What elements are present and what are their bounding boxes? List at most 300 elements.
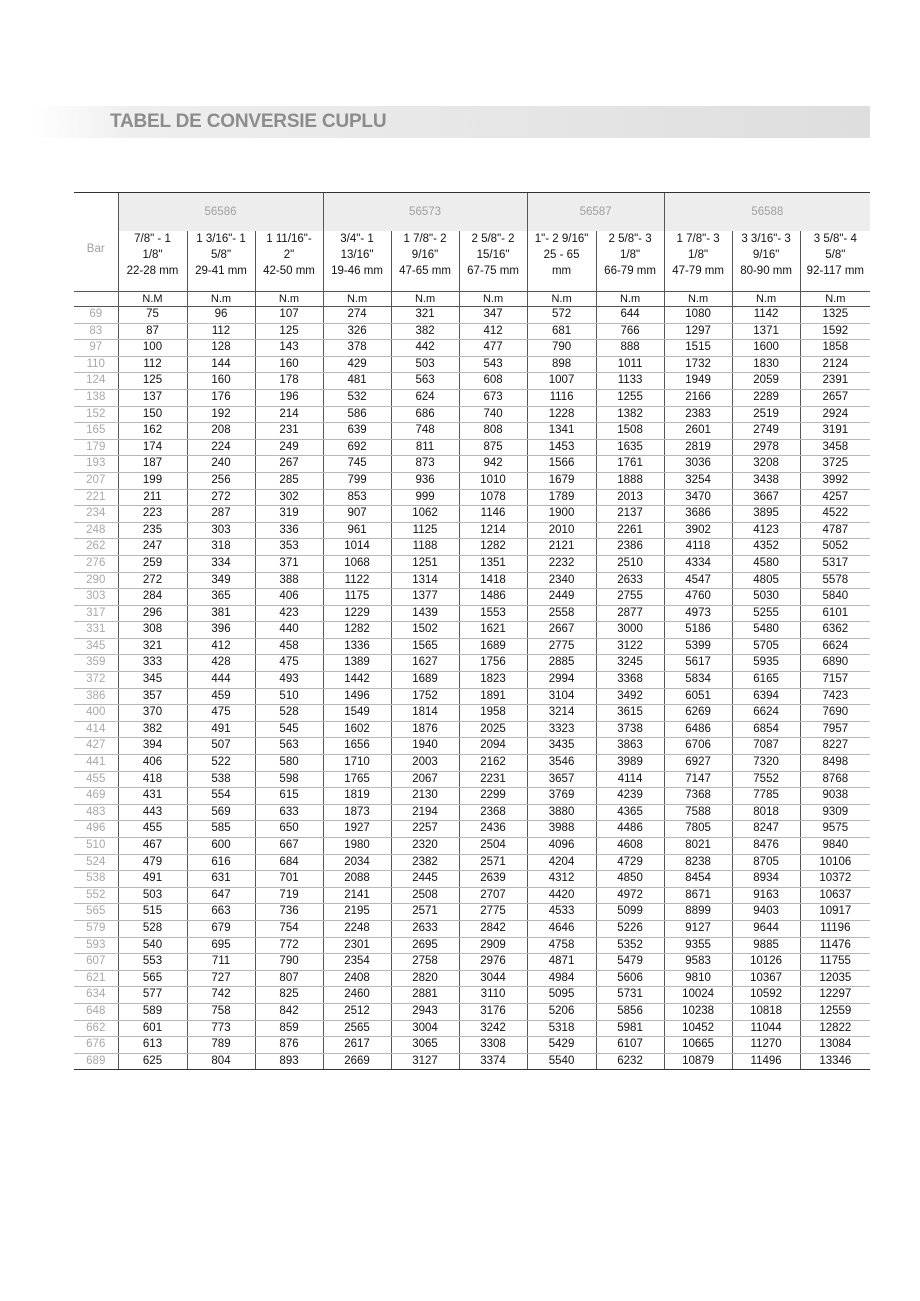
torque-value-cell: 8671 [664,887,732,904]
size-header-cell [527,231,596,292]
table-row [74,1053,870,1070]
torque-value-cell: 4984 [527,970,596,987]
torque-value-cell: 4118 [664,539,732,556]
bar-value-cell: 689 [74,1053,118,1070]
torque-value-cell: 936 [391,472,459,489]
torque-value-cell: 196 [255,389,323,406]
torque-value-cell: 10367 [732,970,800,987]
torque-value-cell: 2819 [664,439,732,456]
unit-corner-cell [74,292,118,307]
torque-value-cell: 2257 [391,821,459,838]
torque-value-cell: 423 [255,605,323,622]
torque-value-cell: 7147 [664,771,732,788]
size-inch-line: 5/8" [210,249,232,261]
torque-value-cell: 2976 [459,954,527,971]
torque-value-cell: 6362 [800,622,870,639]
torque-value-cell: 9575 [800,821,870,838]
torque-value-cell: 333 [118,655,187,672]
torque-value-cell: 3323 [527,721,596,738]
torque-value-cell: 475 [187,705,255,722]
torque-value-cell: 1486 [459,589,527,606]
torque-value-cell: 2010 [527,522,596,539]
size-inch-line: 1"- 2 9/16" [534,233,589,245]
torque-value-cell: 1602 [323,721,391,738]
torque-value-cell: 772 [255,937,323,954]
torque-value-cell: 2025 [459,721,527,738]
bar-value-cell: 97 [74,340,118,357]
torque-value-cell: 510 [255,688,323,705]
torque-value-cell: 1014 [323,539,391,556]
bar-value-cell: 207 [74,472,118,489]
torque-value-cell: 8934 [732,871,800,888]
torque-value-cell: 378 [323,340,391,357]
bar-value-cell: 579 [74,920,118,937]
torque-value-cell: 4547 [664,572,732,589]
torque-value-cell: 467 [118,838,187,855]
torque-value-cell: 9644 [732,920,800,937]
torque-value-cell: 321 [118,638,187,655]
torque-value-cell: 3769 [527,788,596,805]
torque-value-cell: 4334 [664,555,732,572]
torque-value-cell: 515 [118,904,187,921]
torque-value-cell: 4420 [527,887,596,904]
torque-value-cell: 1765 [323,771,391,788]
torque-value-cell: 5856 [596,1003,664,1020]
torque-value-cell: 1927 [323,821,391,838]
torque-value-cell: 1496 [323,688,391,705]
torque-value-cell: 11044 [732,1020,800,1037]
torque-value-cell: 11476 [800,937,870,954]
torque-value-cell: 144 [187,356,255,373]
size-inch-line: 13/16" [340,249,374,261]
table-row [74,389,870,406]
torque-value-cell: 272 [118,572,187,589]
torque-value-cell: 308 [118,622,187,639]
unit-cell: N.m [459,292,527,307]
size-inch-line: 15/16" [476,249,510,261]
torque-value-cell: 224 [187,439,255,456]
torque-value-cell: 5226 [596,920,664,937]
torque-value-cell: 811 [391,439,459,456]
table-row [74,539,870,556]
unit-cell: N.m [323,292,391,307]
table-row [74,904,870,921]
torque-value-cell: 598 [255,771,323,788]
torque-value-cell: 2368 [459,804,527,821]
bar-value-cell: 234 [74,506,118,523]
torque-value-cell: 5399 [664,638,732,655]
torque-value-cell: 4096 [527,838,596,855]
torque-value-cell: 8899 [664,904,732,921]
torque-value-cell: 5705 [732,638,800,655]
torque-value-cell: 2445 [391,871,459,888]
torque-value-cell: 1635 [596,439,664,456]
table-row [74,838,870,855]
torque-value-cell: 2248 [323,920,391,937]
size-inch-line: 5/8" [825,249,846,261]
torque-value-cell: 2449 [527,589,596,606]
unit-cell: N.m [732,292,800,307]
group-code: 56573 [323,193,527,232]
torque-value-cell: 4312 [527,871,596,888]
torque-value-cell: 7320 [732,755,800,772]
table-row [74,688,870,705]
torque-value-cell: 3104 [527,688,596,705]
torque-value-cell: 1756 [459,655,527,672]
torque-value-cell: 5935 [732,655,800,672]
torque-value-cell: 10592 [732,987,800,1004]
torque-value-cell: 1229 [323,605,391,622]
torque-value-cell: 2383 [664,406,732,423]
size-inch-line: 1/8" [142,249,163,261]
table-row [74,655,870,672]
torque-value-cell: 1080 [664,307,732,324]
torque-value-cell: 9810 [664,970,732,987]
torque-value-cell: 1251 [391,555,459,572]
torque-value-cell: 4533 [527,904,596,921]
torque-value-cell: 1592 [800,323,870,340]
bar-value-cell: 565 [74,904,118,921]
torque-value-cell: 2657 [800,389,870,406]
torque-value-cell: 9355 [664,937,732,954]
torque-value-cell: 4486 [596,821,664,838]
torque-value-cell: 2195 [323,904,391,921]
torque-value-cell: 1442 [323,672,391,689]
bar-value-cell: 152 [74,406,118,423]
torque-value-cell: 6927 [664,755,732,772]
size-inch-line: 9/16" [752,249,780,261]
torque-value-cell: 1830 [732,356,800,373]
torque-value-cell: 6706 [664,738,732,755]
bar-value-cell: 648 [74,1003,118,1020]
torque-value-cell: 357 [118,688,187,705]
torque-value-cell: 3492 [596,688,664,705]
torque-value-cell: 9403 [732,904,800,921]
torque-value-cell: 443 [118,804,187,821]
torque-value-cell: 1553 [459,605,527,622]
torque-value-cell: 259 [118,555,187,572]
bar-value-cell: 331 [74,622,118,639]
torque-value-cell: 1679 [527,472,596,489]
torque-value-cell: 532 [323,389,391,406]
bar-value-cell: 538 [74,871,118,888]
torque-value-cell: 3374 [459,1053,527,1070]
torque-value-cell: 444 [187,672,255,689]
torque-value-cell: 176 [187,389,255,406]
torque-value-cell: 1689 [459,638,527,655]
torque-value-cell: 2137 [596,506,664,523]
torque-value-cell: 580 [255,755,323,772]
torque-value-cell: 999 [391,489,459,506]
table-row [74,954,870,971]
torque-value-cell: 371 [255,555,323,572]
torque-value-cell: 382 [118,721,187,738]
torque-value-cell: 128 [187,340,255,357]
size-header-cell [732,231,800,292]
bar-value-cell: 359 [74,655,118,672]
unit-header-row [74,292,870,307]
torque-value-cell: 303 [187,522,255,539]
torque-value-cell: 2034 [323,854,391,871]
torque-value-cell: 808 [459,423,527,440]
torque-value-cell: 10818 [732,1003,800,1020]
torque-value-cell: 1761 [596,456,664,473]
unit-cell: N.m [800,292,870,307]
torque-value-cell: 12822 [800,1020,870,1037]
table-row [74,721,870,738]
table-row [74,672,870,689]
group-header-row [74,193,870,232]
size-inch-line: 25 - 65 [543,249,580,261]
torque-value-cell: 458 [255,638,323,655]
torque-value-cell: 11496 [732,1053,800,1070]
torque-value-cell: 727 [187,970,255,987]
torque-value-cell: 12559 [800,1003,870,1020]
torque-value-cell: 235 [118,522,187,539]
torque-value-cell: 554 [187,788,255,805]
torque-value-cell: 267 [255,456,323,473]
unit-cell: N.m [187,292,255,307]
torque-value-cell: 6165 [732,672,800,689]
torque-value-cell: 2340 [527,572,596,589]
torque-value-cell: 2755 [596,589,664,606]
torque-value-cell: 565 [118,970,187,987]
torque-value-cell: 287 [187,506,255,523]
table-row [74,804,870,821]
torque-value-cell: 1336 [323,638,391,655]
torque-value-cell: 825 [255,987,323,1004]
size-mm-range: 92-117 mm [806,265,864,277]
bar-value-cell: 662 [74,1020,118,1037]
torque-value-cell: 3902 [664,522,732,539]
torque-value-cell: 1819 [323,788,391,805]
torque-value-cell: 1125 [391,522,459,539]
table-row [74,887,870,904]
torque-value-cell: 326 [323,323,391,340]
table-row [74,307,870,324]
torque-value-cell: 4760 [664,589,732,606]
bar-value-cell: 262 [74,539,118,556]
torque-value-cell: 601 [118,1020,187,1037]
torque-value-cell: 2633 [391,920,459,937]
table-row [74,456,870,473]
torque-value-cell: 336 [255,522,323,539]
torque-value-cell: 12297 [800,987,870,1004]
torque-value-cell: 160 [187,373,255,390]
torque-value-cell: 572 [527,307,596,324]
size-inch-line: 1/8" [620,249,641,261]
torque-value-cell: 11196 [800,920,870,937]
table-row [74,821,870,838]
table-row [74,771,870,788]
table-row [74,373,870,390]
torque-value-cell: 543 [459,356,527,373]
torque-value-cell: 125 [118,373,187,390]
torque-value-cell: 8018 [732,804,800,821]
torque-value-cell: 455 [118,821,187,838]
size-header-cell [118,231,187,292]
torque-value-cell: 2130 [391,788,459,805]
torque-value-cell: 9309 [800,804,870,821]
torque-value-cell: 2094 [459,738,527,755]
torque-value-cell: 3435 [527,738,596,755]
torque-value-cell: 187 [118,456,187,473]
torque-value-cell: 1873 [323,804,391,821]
torque-value-cell: 5318 [527,1020,596,1037]
torque-value-cell: 1146 [459,506,527,523]
torque-value-cell: 302 [255,489,323,506]
torque-value-cell: 10879 [664,1053,732,1070]
bar-value-cell: 414 [74,721,118,738]
size-inch-line: 1 7/8"- 3 [676,233,720,245]
torque-value-cell: 538 [187,771,255,788]
torque-value-cell: 2978 [732,439,800,456]
torque-value-cell: 3036 [664,456,732,473]
torque-value-cell: 773 [187,1020,255,1037]
torque-value-cell: 1282 [459,539,527,556]
torque-value-cell: 199 [118,472,187,489]
torque-value-cell: 10452 [664,1020,732,1037]
bar-value-cell: 290 [74,572,118,589]
torque-value-cell: 616 [187,854,255,871]
table-row [74,920,870,937]
torque-value-cell: 5834 [664,672,732,689]
torque-value-cell: 370 [118,705,187,722]
size-mm-range: 47-65 mm [399,265,451,277]
size-inch-line: 3 5/8"- 4 [813,233,857,245]
torque-value-cell: 5606 [596,970,664,987]
bar-value-cell: 524 [74,854,118,871]
torque-value-cell: 87 [118,323,187,340]
torque-value-cell: 7087 [732,738,800,755]
torque-value-cell: 2885 [527,655,596,672]
torque-value-cell: 5352 [596,937,664,954]
torque-value-cell: 491 [118,871,187,888]
torque-value-cell: 481 [323,373,391,390]
size-mm-range: 47-79 mm [672,265,724,277]
unit-cell: N.M [118,292,187,307]
torque-value-cell: 3667 [732,489,800,506]
torque-value-cell: 9885 [732,937,800,954]
table-row [74,738,870,755]
torque-value-cell: 396 [187,622,255,639]
torque-value-cell: 479 [118,854,187,871]
torque-value-cell: 893 [255,1053,323,1070]
torque-value-cell: 5981 [596,1020,664,1037]
torque-value-cell: 608 [459,373,527,390]
size-header-cell [459,231,527,292]
page-title: TABEL DE CONVERSIE CUPLU [110,111,387,132]
torque-value-cell: 10024 [664,987,732,1004]
torque-value-cell: 600 [187,838,255,855]
bar-value-cell: 621 [74,970,118,987]
torque-value-cell: 3880 [527,804,596,821]
torque-value-cell: 223 [118,506,187,523]
torque-value-cell: 2354 [323,954,391,971]
torque-value-cell: 586 [323,406,391,423]
torque-value-cell: 503 [118,887,187,904]
torque-value-cell: 7785 [732,788,800,805]
torque-value-cell: 1549 [323,705,391,722]
torque-value-cell: 2775 [459,904,527,921]
torque-value-cell: 1565 [391,638,459,655]
torque-value-cell: 3895 [732,506,800,523]
table-row [74,638,870,655]
size-inch-line: 2" [283,249,295,261]
torque-value-cell: 663 [187,904,255,921]
torque-value-cell: 334 [187,555,255,572]
torque-value-cell: 4114 [596,771,664,788]
torque-value-cell: 758 [187,1003,255,1020]
torque-value-cell: 4580 [732,555,800,572]
size-header-cell [391,231,459,292]
torque-value-cell: 1116 [527,389,596,406]
torque-value-cell: 3438 [732,472,800,489]
torque-value-cell: 347 [459,307,527,324]
torque-value-cell: 208 [187,423,255,440]
torque-value-cell: 2877 [596,605,664,622]
torque-value-cell: 613 [118,1037,187,1054]
torque-value-cell: 1418 [459,572,527,589]
torque-value-cell: 3657 [527,771,596,788]
torque-value-cell: 1876 [391,721,459,738]
bar-value-cell: 179 [74,439,118,456]
torque-value-cell: 876 [255,1037,323,1054]
torque-value-cell: 285 [255,472,323,489]
torque-value-cell: 1078 [459,489,527,506]
torque-value-cell: 711 [187,954,255,971]
torque-value-cell: 442 [391,340,459,357]
torque-value-cell: 1214 [459,522,527,539]
size-inch-line: 3 3/16"- 3 [741,233,791,245]
torque-value-cell: 1888 [596,472,664,489]
torque-value-cell: 2707 [459,887,527,904]
torque-value-cell: 6107 [596,1037,664,1054]
torque-value-cell: 8476 [732,838,800,855]
torque-value-cell: 1858 [800,340,870,357]
torque-value-cell: 4646 [527,920,596,937]
torque-value-cell: 507 [187,738,255,755]
torque-value-cell: 6854 [732,721,800,738]
torque-value-cell: 5731 [596,987,664,1004]
torque-value-cell: 4972 [596,887,664,904]
torque-value-cell: 859 [255,1020,323,1037]
torque-value-cell: 1010 [459,472,527,489]
torque-value-cell: 2166 [664,389,732,406]
table-row [74,323,870,340]
table-row [74,788,870,805]
torque-value-cell: 1823 [459,672,527,689]
torque-value-cell: 2320 [391,838,459,855]
size-header-cell [255,231,323,292]
torque-value-cell: 4850 [596,871,664,888]
torque-value-cell: 8021 [664,838,732,855]
torque-value-cell: 4805 [732,572,800,589]
bar-value-cell: 441 [74,755,118,772]
torque-value-cell: 192 [187,406,255,423]
table-row [74,572,870,589]
torque-value-cell: 528 [118,920,187,937]
torque-value-cell: 563 [255,738,323,755]
torque-value-cell: 1789 [527,489,596,506]
torque-value-cell: 2758 [391,954,459,971]
torque-value-cell: 2842 [459,920,527,937]
torque-value-cell: 4871 [527,954,596,971]
torque-value-cell: 647 [187,887,255,904]
size-mm-range: 80-90 mm [740,265,792,277]
torque-value-cell: 2617 [323,1037,391,1054]
torque-value-cell: 2565 [323,1020,391,1037]
